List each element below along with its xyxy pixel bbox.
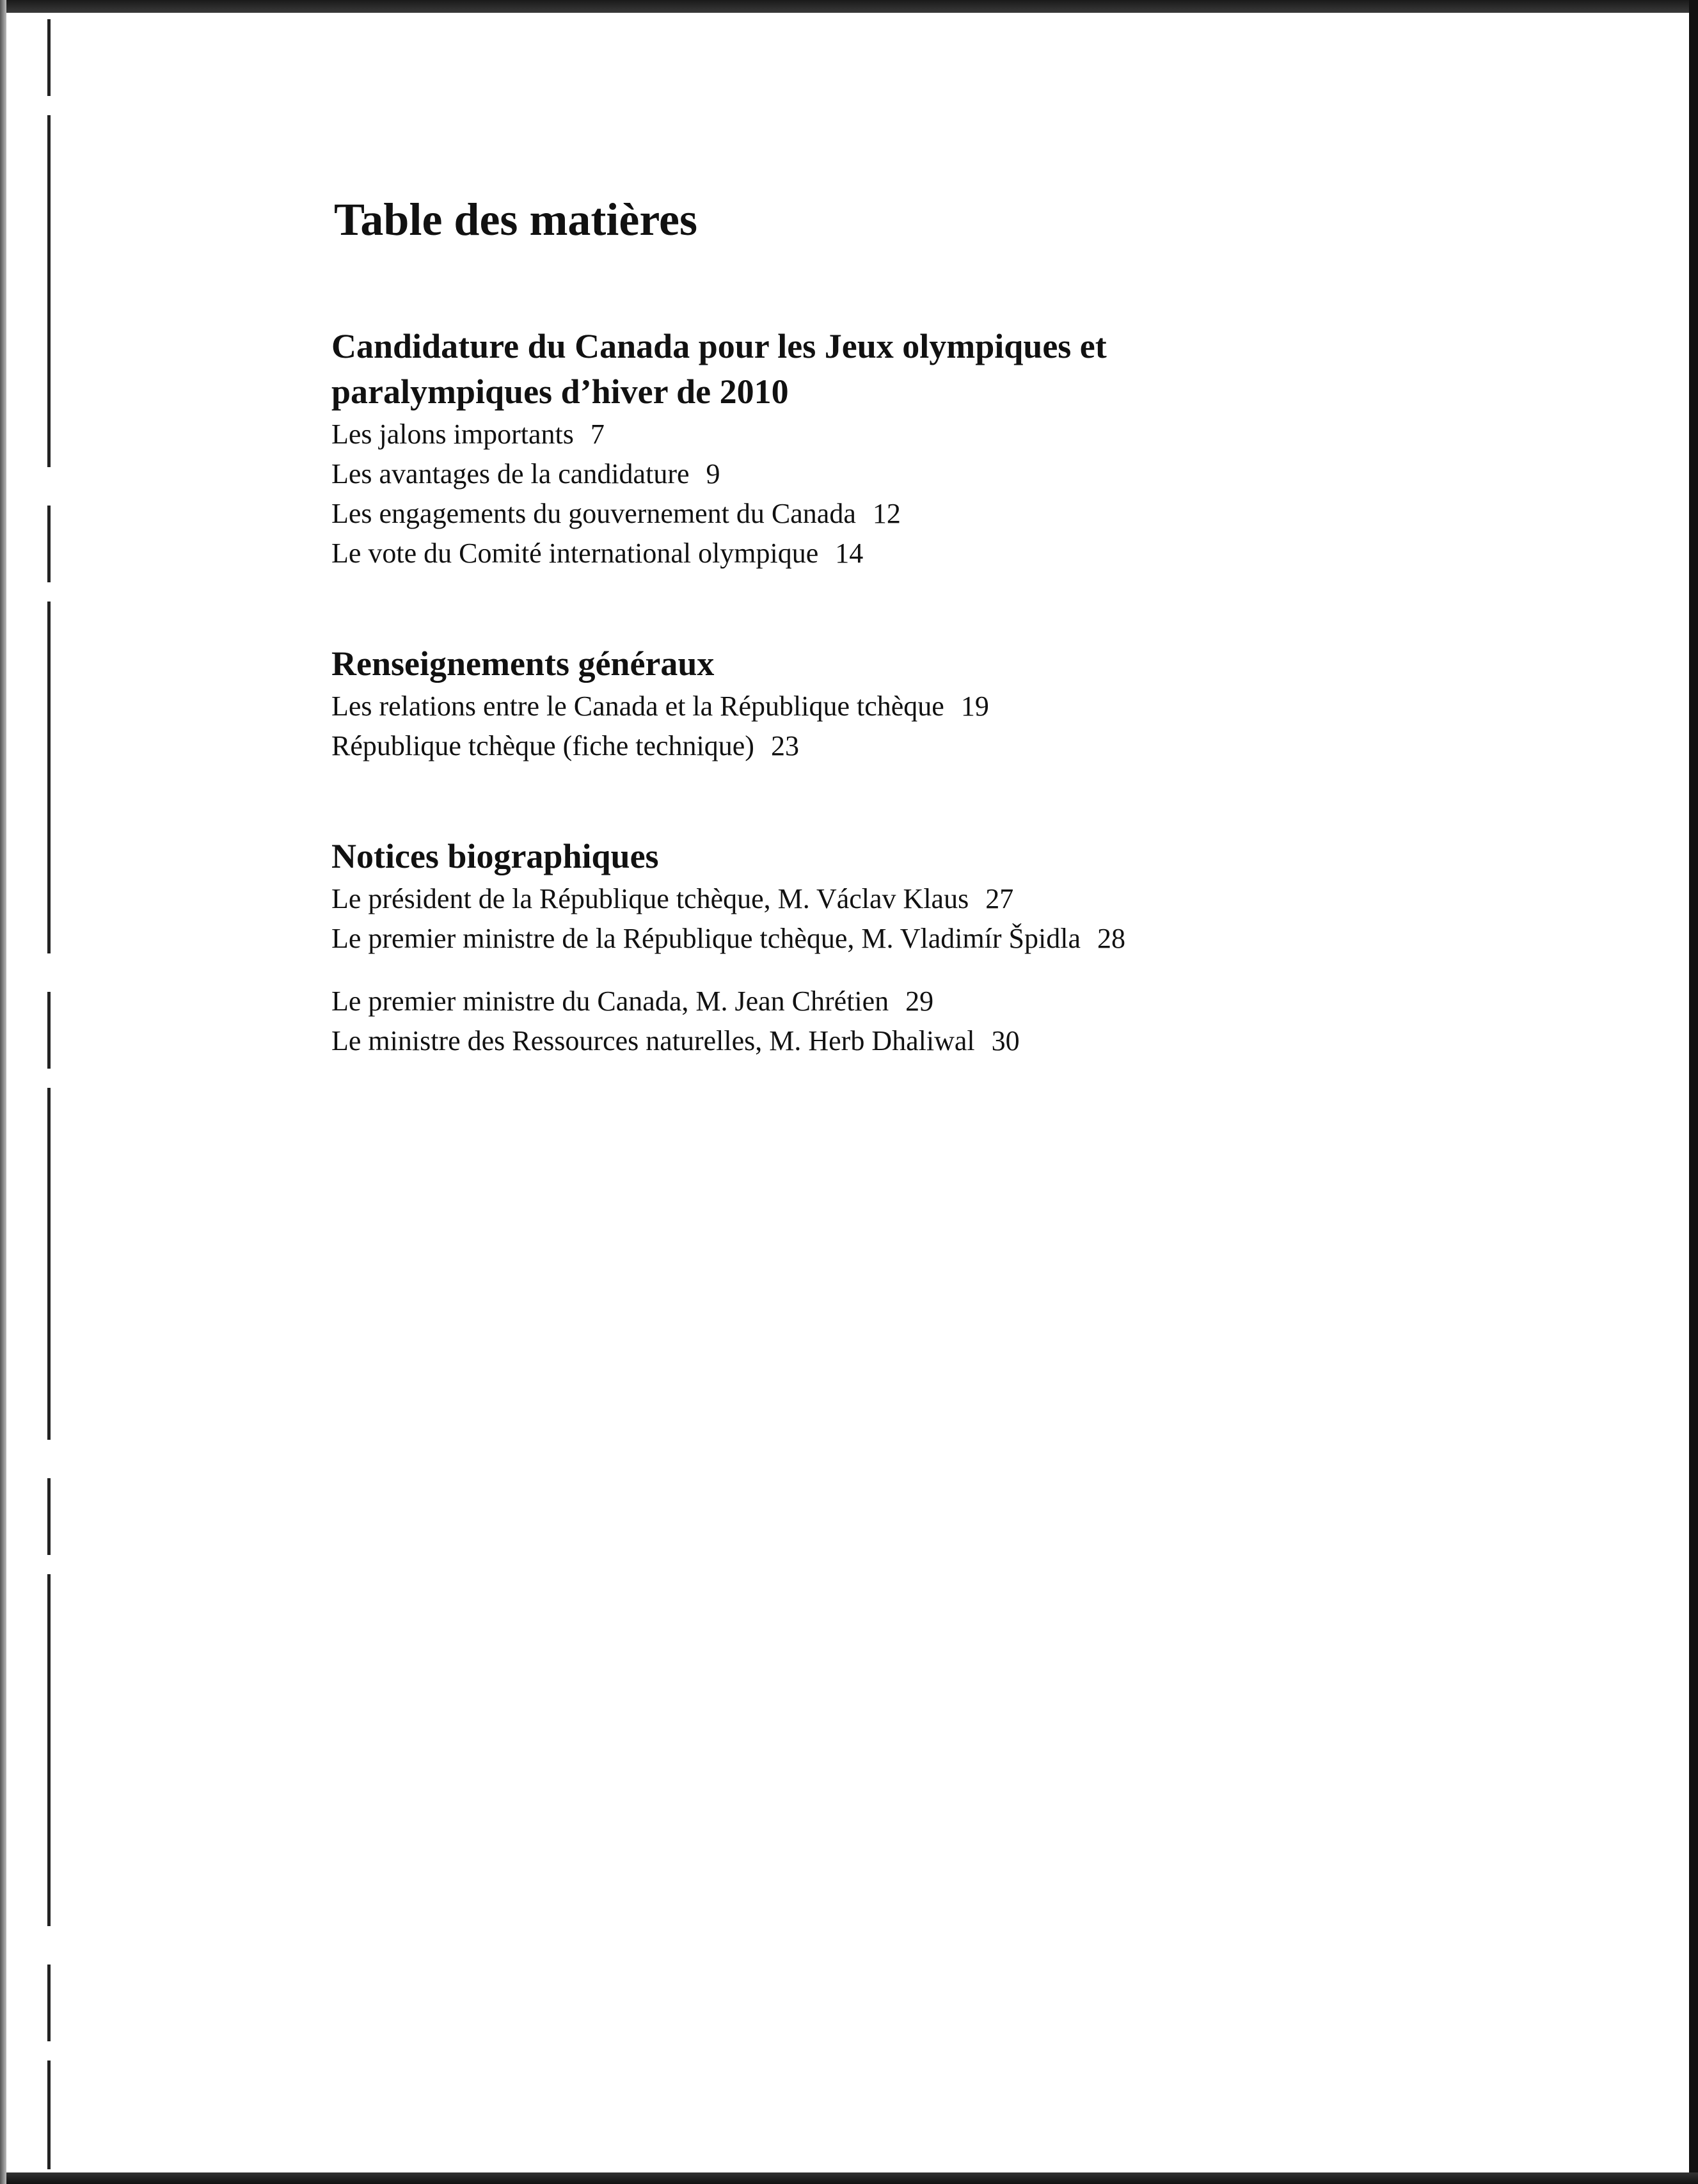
page-title: Table des matières <box>334 194 697 245</box>
toc-list <box>331 687 1547 766</box>
toc-entry-page: 9 <box>706 458 720 490</box>
toc-entry-page: 30 <box>991 1025 1020 1057</box>
scan-border-bottom <box>0 2172 1698 2184</box>
toc-entry-page: 23 <box>770 730 799 762</box>
toc-entry-page: 19 <box>960 690 989 722</box>
toc-entry-label: Les avantages de la candidature <box>331 458 690 490</box>
toc-entry[interactable] <box>331 494 1547 534</box>
table-of-contents <box>331 192 1547 1129</box>
toc-entry-label: Les jalons importants <box>331 418 574 450</box>
toc-entry[interactable] <box>331 534 1547 573</box>
toc-list <box>331 982 1547 1061</box>
scan-border-top <box>0 0 1698 13</box>
section-heading <box>331 324 1547 415</box>
toc-entry-page: 27 <box>985 883 1014 915</box>
section-heading: Notices biographiques <box>331 837 659 876</box>
toc-entry-page: 14 <box>835 538 864 570</box>
scan-border-left <box>47 19 51 2169</box>
toc-entry-label: Le premier ministre du Canada, M. Jean Chrétien <box>331 985 889 1017</box>
toc-entry-label: Le ministre des Ressources naturelles, M. Herb Dhaliwal <box>331 1025 975 1057</box>
toc-entry[interactable] <box>331 726 1547 766</box>
group-spacer <box>331 959 1547 982</box>
toc-entry[interactable] <box>331 454 1547 494</box>
toc-entry[interactable] <box>331 1021 1547 1061</box>
toc-entry[interactable] <box>331 982 1547 1021</box>
toc-section-notices <box>331 834 1547 1061</box>
toc-entry-label: Le premier ministre de la République tchèque, M. Vladimír Špidla <box>331 923 1081 955</box>
toc-entry-label: Le vote du Comité international olympique <box>331 538 819 570</box>
toc-entry[interactable] <box>331 919 1547 959</box>
toc-section-candidature <box>331 324 1547 573</box>
toc-entry-label: Le président de la République tchèque, M. Václav Klaus <box>331 883 969 915</box>
toc-entry[interactable] <box>331 687 1547 726</box>
toc-entry-label: Les relations entre le Canada et la République tchèque <box>331 690 944 722</box>
toc-entry-page: 29 <box>905 985 934 1017</box>
toc-entry-label: Les engagements du gouvernement du Canada <box>331 498 856 530</box>
toc-entry[interactable] <box>331 879 1547 919</box>
section-heading-line: paralympiques d’hiver de 2010 <box>331 372 789 411</box>
toc-entry[interactable] <box>331 415 1547 454</box>
toc-entry-page: 7 <box>590 418 605 450</box>
section-heading-line: Candidature du Canada pour les Jeux olympiques et <box>331 327 1107 366</box>
scan-border-left-shadow <box>0 0 6 2184</box>
scan-border-right <box>1689 0 1698 2184</box>
toc-entry-page: 12 <box>872 498 901 530</box>
toc-entry-label: République tchèque (fiche technique) <box>331 730 754 762</box>
toc-list <box>331 415 1547 573</box>
toc-section-renseignements <box>331 641 1547 766</box>
toc-entry-page: 28 <box>1097 923 1126 955</box>
toc-list <box>331 879 1547 959</box>
section-heading: Renseignements généraux <box>331 644 715 683</box>
